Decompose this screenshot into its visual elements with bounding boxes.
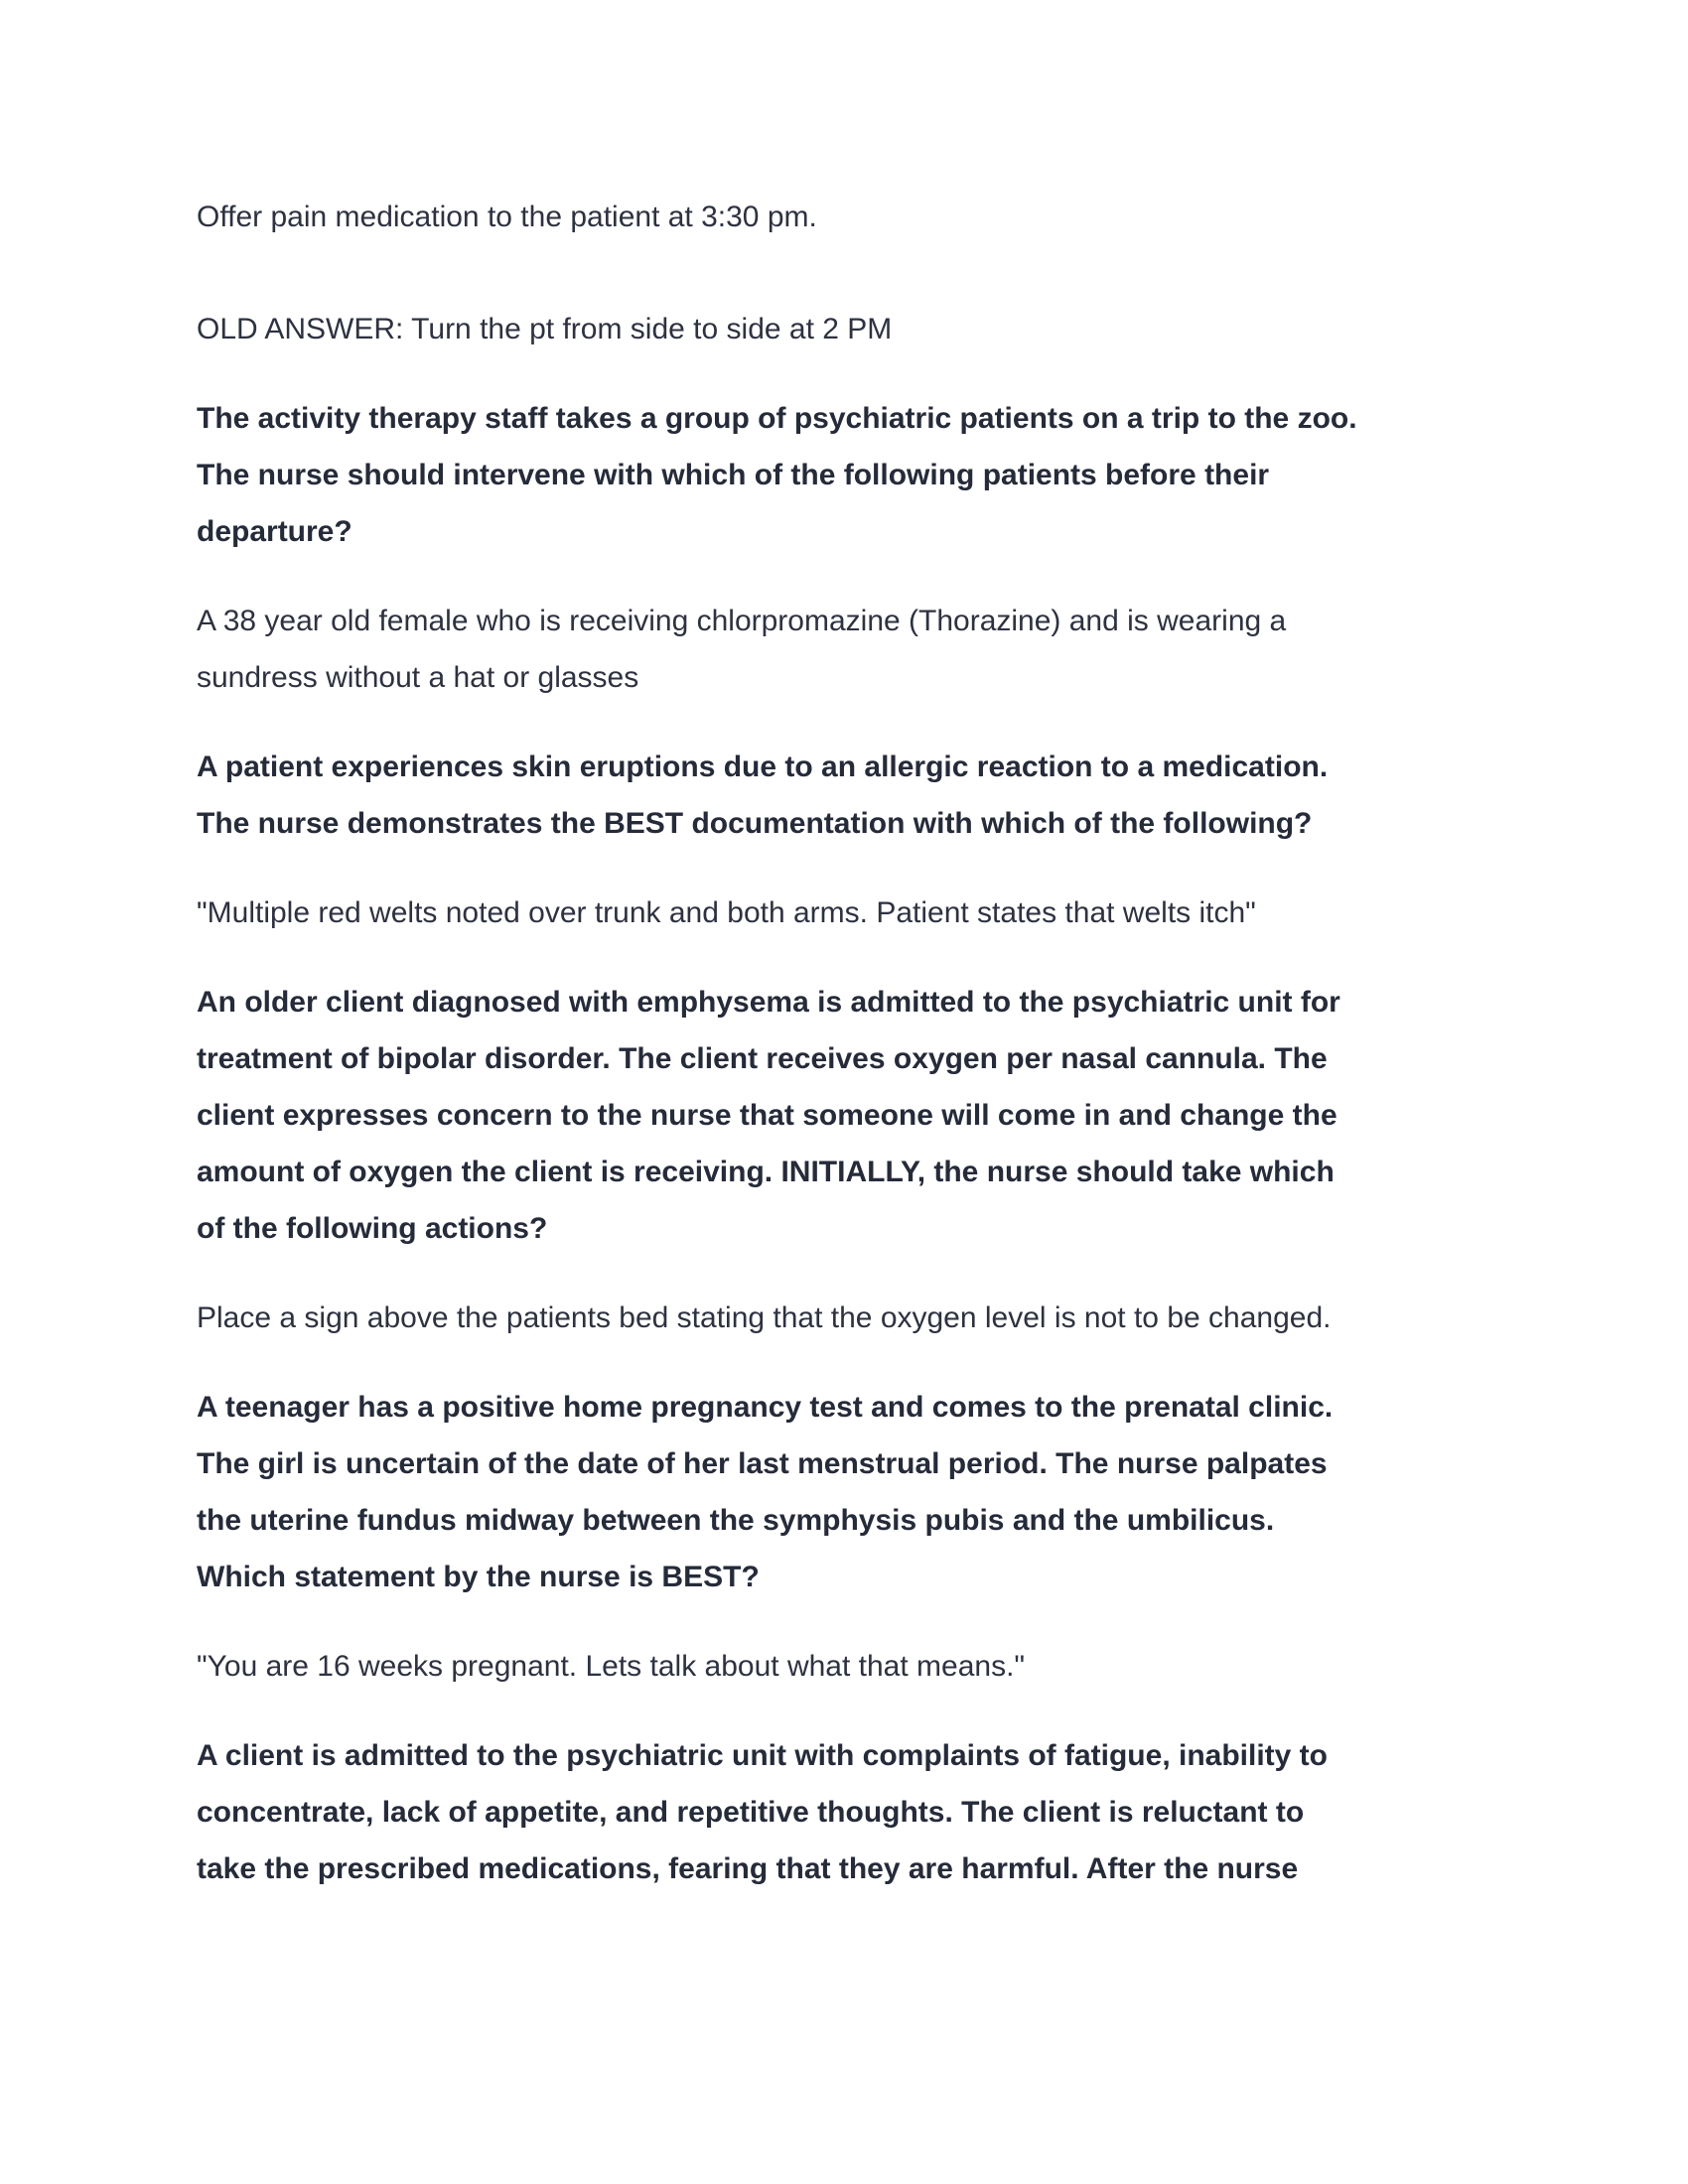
text-line: amount of oxygen the client is receiving. INITIALLY, the nurse should take which <box>197 1156 1335 1188</box>
text-line: The nurse should intervene with which of the following patients before their <box>197 459 1270 491</box>
text-line: "You are 16 weeks pregnant. Lets talk about what that means." <box>197 1650 1026 1683</box>
question-paragraph <box>197 974 1527 1257</box>
text-line: concentrate, lack of appetite, and repetitive thoughts. The client is reluctant to <box>197 1796 1305 1829</box>
question-paragraph <box>197 1379 1527 1605</box>
text-line: A client is admitted to the psychiatric unit with complaints of fatigue, inability to <box>197 1739 1328 1772</box>
text-line: treatment of bipolar disorder. The client receives oxygen per nasal cannula. The <box>197 1042 1328 1075</box>
text-line: An older client diagnosed with emphysema is admitted to the psychiatric unit for <box>197 986 1340 1019</box>
text-line: take the prescribed medications, fearing that they are harmful. After the nurse <box>197 1852 1299 1885</box>
text-line: OLD ANSWER: Turn the pt from side to side at 2 PM <box>197 313 893 345</box>
question-paragraph <box>197 1727 1527 1897</box>
answer-paragraph <box>197 189 1527 245</box>
text-line: Offer pain medication to the patient at 3:30 pm. <box>197 201 817 233</box>
text-line: A teenager has a positive home pregnancy test and comes to the prenatal clinic. <box>197 1391 1334 1424</box>
answer-paragraph <box>197 593 1527 706</box>
answer-paragraph <box>197 885 1527 941</box>
text-line: The girl is uncertain of the date of her last menstrual period. The nurse palpates <box>197 1447 1328 1480</box>
answer-paragraph <box>197 1290 1527 1346</box>
answer-paragraph <box>197 301 1527 357</box>
text-line: A patient experiences skin eruptions due to an allergic reaction to a medication. <box>197 751 1329 783</box>
question-paragraph <box>197 739 1527 852</box>
text-line: departure? <box>197 515 352 548</box>
text-line: "Multiple red welts noted over trunk and both arms. Patient states that welts itch" <box>197 896 1256 929</box>
text-line: sundress without a hat or glasses <box>197 661 639 694</box>
document-page <box>197 189 1527 1930</box>
answer-paragraph <box>197 1638 1527 1695</box>
text-line: of the following actions? <box>197 1212 548 1245</box>
text-line: the uterine fundus midway between the symphysis pubis and the umbilicus. <box>197 1504 1275 1537</box>
text-line: Which statement by the nurse is BEST? <box>197 1561 760 1593</box>
question-paragraph <box>197 390 1527 560</box>
text-line: The activity therapy staff takes a group of psychiatric patients on a trip to the zoo. <box>197 402 1357 435</box>
text-line: client expresses concern to the nurse that someone will come in and change the <box>197 1099 1337 1132</box>
text-line: Place a sign above the patients bed stating that the oxygen level is not to be changed. <box>197 1301 1332 1334</box>
text-line: The nurse demonstrates the BEST documentation with which of the following? <box>197 807 1313 840</box>
text-line: A 38 year old female who is receiving chlorpromazine (Thorazine) and is wearing a <box>197 605 1287 637</box>
